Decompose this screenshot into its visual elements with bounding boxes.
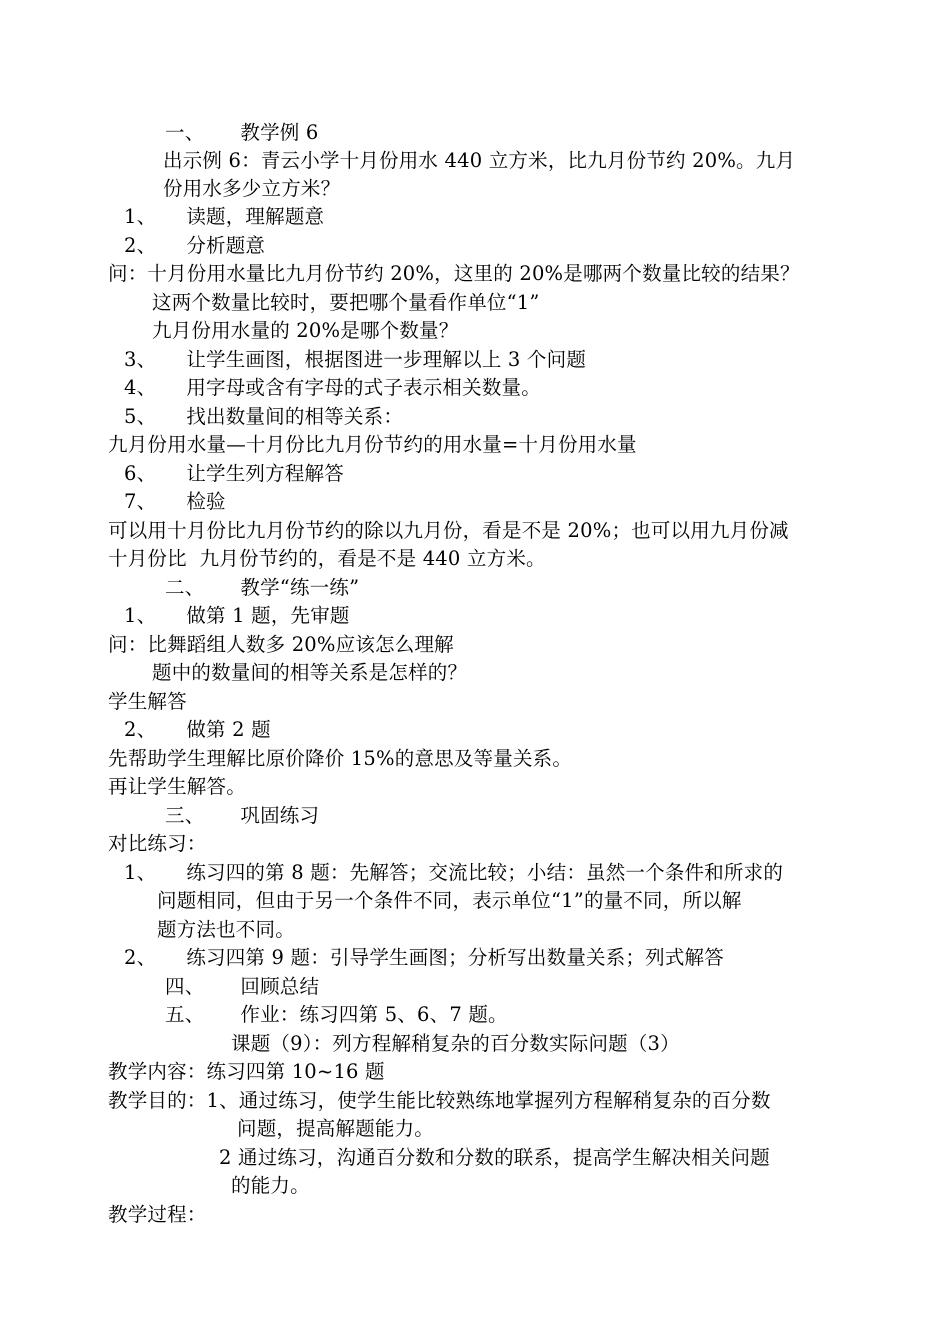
step-number: 2、 (124, 718, 157, 741)
step-number: 7、 (124, 490, 157, 513)
check-line: 十月份比 九月份节约的，看是不是 440 立方米。 (108, 547, 546, 570)
step-number: 1、 (124, 205, 157, 228)
question-line: 问：比舞蹈组人数多 20%应该怎么理解 (108, 633, 454, 656)
step-text: 做第 1 题，先审题 (186, 604, 350, 627)
section-number: 一、 (165, 121, 205, 144)
section-title: 教学“练一练” (240, 576, 360, 599)
process-label: 教学过程： (108, 1203, 207, 1226)
section-heading (165, 803, 319, 829)
step-number: 1、 (124, 861, 157, 884)
step-item (124, 375, 541, 401)
step-text: 练习四的第 8 题：先解答；交流比较；小结：虽然一个条件和所求的 (186, 861, 784, 884)
section-number: 三、 (165, 804, 205, 827)
step-item (124, 461, 344, 487)
lesson-content: 教学内容：练习四第 10~16 题 (108, 1060, 385, 1083)
body-line: 先帮助学生理解比原价降价 15%的意思及等量关系。 (108, 747, 573, 770)
section-heading (165, 1002, 508, 1028)
section-heading (165, 120, 319, 146)
check-line: 可以用十月份比九月份节约的除以九月份，看是不是 20%；也可以用九月份减 (108, 519, 789, 542)
step-number: 2、 (124, 946, 157, 969)
question-line: 问：十月份用水量比九月份节约 20%，这里的 20%是哪两个数量比较的结果？ (108, 262, 800, 285)
step-text: 用字母或含有字母的式子表示相关数量。 (186, 376, 541, 399)
question-line: 九月份用水量的 20%是哪个数量？ (152, 319, 459, 342)
step-continuation: 问题相同，但由于另一个条件不同，表示单位“1”的量不同，所以解 (157, 889, 742, 912)
step-item (124, 860, 783, 886)
student-answer-line: 学生解答 (108, 690, 187, 713)
section-heading (165, 575, 359, 601)
lesson-title: 课题（9）：列方程解稍复杂的百分数实际问题（3） (231, 1032, 680, 1055)
goal-line: 的能力。 (231, 1174, 310, 1197)
body-line: 对比练习： (108, 832, 207, 855)
body-line: 再让学生解答。 (108, 775, 246, 798)
equation-line: 九月份用水量—十月份比九月份节约的用水量=十月份用水量 (108, 433, 637, 456)
section-heading (165, 974, 319, 1000)
step-text: 分析题意 (186, 234, 266, 257)
step-item (124, 347, 586, 373)
step-item (124, 204, 324, 230)
step-item (124, 404, 403, 430)
step-continuation: 题方法也不同。 (157, 918, 295, 941)
goal-line: 问题，提高解题能力。 (237, 1117, 435, 1140)
step-number: 5、 (124, 405, 157, 428)
example-text-line: 出示例 6：青云小学十月份用水 440 立方米，比九月份节约 20%。九月 (163, 149, 796, 172)
step-text: 找出数量间的相等关系： (186, 405, 404, 428)
example-text-line: 份用水多少立方米？ (163, 177, 341, 200)
section-number: 四、 (165, 975, 205, 998)
step-text: 练习四第 9 题：引导学生画图；分析写出数量关系；列式解答 (186, 946, 724, 969)
section-title: 教学例 6 (240, 121, 319, 144)
step-number: 1、 (124, 604, 157, 627)
section-number: 二、 (165, 576, 205, 599)
step-item (124, 233, 265, 259)
step-number: 3、 (124, 348, 157, 371)
step-item (124, 717, 271, 743)
section-title: 巩固练习 (240, 804, 320, 827)
section-title: 作业：练习四第 5、6、7 题。 (240, 1003, 508, 1026)
question-line: 这两个数量比较时，要把哪个量看作单位“1” (152, 291, 540, 314)
step-text: 让学生画图，根据图进一步理解以上 3 个问题 (186, 348, 587, 371)
step-number: 6、 (124, 462, 157, 485)
section-number: 五、 (165, 1003, 205, 1026)
step-number: 2、 (124, 234, 157, 257)
step-number: 4、 (124, 376, 157, 399)
goal-line: 2 通过练习，沟通百分数和分数的联系，提高学生解决相关问题 (219, 1146, 770, 1169)
section-title: 回顾总结 (240, 975, 320, 998)
goal-line: 教学目的：1、通过练习，使学生能比较熟练地掌握列方程解稍复杂的百分数 (108, 1089, 771, 1112)
step-text: 检验 (186, 490, 226, 513)
step-text: 读题，理解题意 (186, 205, 325, 228)
step-item (124, 945, 724, 971)
step-text: 做第 2 题 (186, 718, 271, 741)
question-line: 题中的数量间的相等关系是怎样的？ (152, 661, 468, 684)
step-item (124, 603, 350, 629)
step-text: 让学生列方程解答 (186, 462, 344, 485)
step-item (124, 489, 226, 515)
